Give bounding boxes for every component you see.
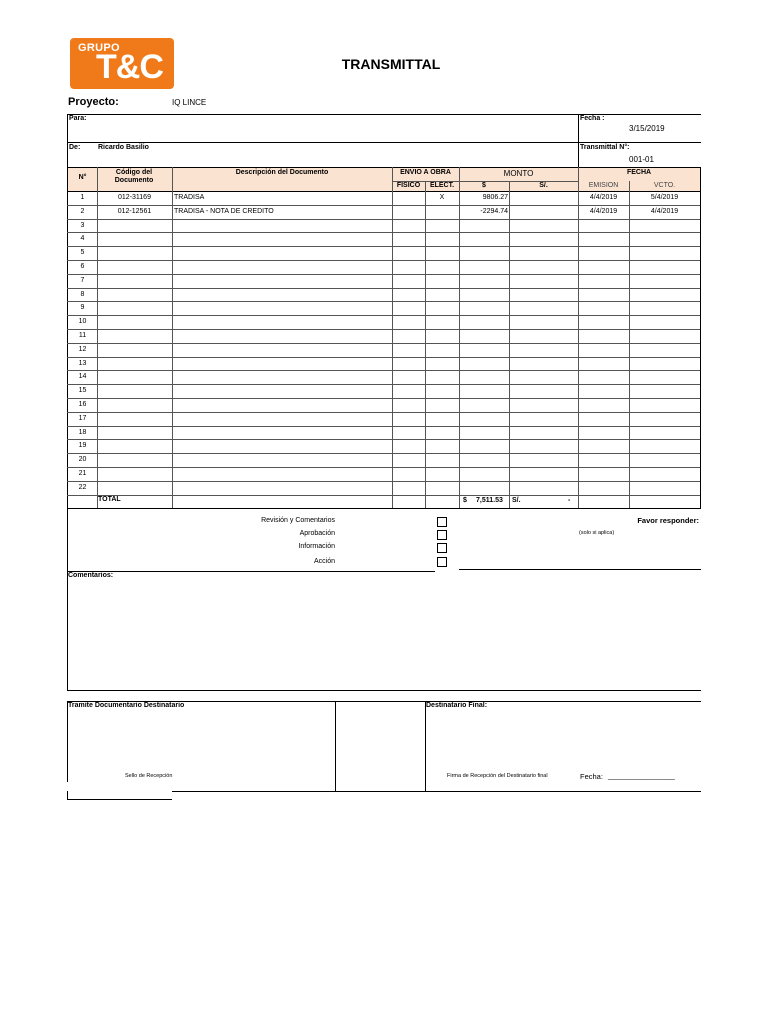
firma-label: Firma de Recepción del Destinatario final — [447, 773, 548, 779]
cell-descripcion: TRADISA - NOTA DE CREDITO — [174, 207, 274, 215]
cell-emision: 4/4/2019 — [589, 194, 618, 201]
cell-descripcion: TRADISA — [174, 194, 205, 201]
table-row-divider — [67, 495, 701, 496]
fecha-value: 3/15/2019 — [629, 124, 665, 133]
fecha-label: Fecha : — [580, 115, 605, 122]
header-top-border — [67, 114, 701, 115]
cell-num: 1 — [80, 194, 85, 201]
comentarios-label: Comentarios: — [68, 572, 114, 579]
table-row-divider — [67, 274, 701, 275]
col-descripcion-header: Descripción del Documento — [235, 169, 329, 176]
cell-num: 18 — [78, 428, 87, 436]
checkbox-aprobacion[interactable] — [437, 530, 447, 540]
col-emision-header: EMISION — [588, 182, 619, 189]
table-bottom-border — [67, 508, 701, 509]
cell-usd: -2294.74 — [480, 207, 508, 215]
cell-num: 2 — [80, 207, 85, 215]
table-subheader-divider — [392, 181, 578, 182]
col-elect-header: ELECT. — [429, 182, 455, 189]
transmittal-label: Transmittal N°: — [580, 144, 630, 151]
table-row-divider — [67, 329, 701, 330]
cell-num: 13 — [78, 359, 87, 367]
table-row-divider — [67, 412, 701, 413]
cell-num: 5 — [80, 249, 85, 257]
checklist-label-informacion: Información — [298, 543, 335, 550]
cell-num: 9 — [80, 304, 85, 312]
cell-num: 12 — [78, 345, 87, 353]
cell-codigo: 012-31169 — [118, 194, 151, 201]
footer-fecha-label: Fecha: — [580, 772, 603, 781]
favor-responder-note: (solo si aplica) — [579, 530, 615, 536]
col-usd-header: $ — [482, 182, 486, 189]
transmittal-value: 001-01 — [629, 155, 654, 164]
table-row-divider — [67, 301, 701, 302]
table-row-divider — [67, 426, 701, 427]
table-column-divider — [629, 181, 630, 508]
favor-bottom-border — [459, 569, 701, 570]
de-value: Ricardo Basilio — [98, 144, 149, 151]
total-usd-value: 7,511.53 — [476, 497, 503, 504]
table-row-divider — [67, 260, 701, 261]
footer-divider-1 — [335, 701, 336, 792]
tramite-label: Tramite Documentario Destinatario — [68, 702, 185, 709]
logo-top-text: GRUPO — [78, 42, 120, 54]
total-label: TOTAL — [98, 496, 121, 503]
cell-num: 8 — [80, 290, 85, 298]
table-row-divider — [67, 370, 701, 371]
footer-bottom-border — [172, 791, 701, 792]
table-row-divider — [67, 288, 701, 289]
cell-num: 10 — [78, 318, 87, 326]
cell-elect: X — [439, 194, 445, 201]
comments-left-border — [67, 509, 68, 691]
footer-stub-border — [67, 799, 172, 800]
comments-bottom-border — [67, 690, 701, 691]
table-row-divider — [67, 343, 701, 344]
table-row-divider — [67, 467, 701, 468]
cell-vcto: 4/4/2019 — [650, 207, 679, 215]
checkbox-informacion[interactable] — [437, 543, 447, 553]
destinatario-label: Destinatario Final: — [426, 702, 488, 709]
cell-num: 16 — [78, 401, 87, 408]
table-right-border — [700, 167, 701, 508]
col-codigo-header: Código del Documento — [114, 169, 154, 184]
header-divider — [578, 114, 579, 167]
proyecto-value: IQ LINCE — [172, 98, 207, 107]
cell-num: 3 — [80, 221, 85, 229]
checklist-bottom-border — [67, 571, 435, 572]
table-row-divider — [67, 315, 701, 316]
table-column-divider — [509, 181, 510, 508]
header-middle-border — [67, 142, 701, 143]
table-row-divider — [67, 453, 701, 454]
cell-num: 19 — [78, 442, 87, 450]
cell-num: 20 — [78, 456, 87, 464]
table-row-divider — [67, 246, 701, 247]
col-soles-header: S/. — [539, 182, 548, 189]
cell-num: 14 — [78, 373, 87, 381]
table-column-divider — [459, 167, 460, 508]
total-soles-symbol: S/. — [512, 497, 521, 504]
table-column-divider — [97, 167, 98, 508]
checkbox-accion[interactable] — [437, 557, 447, 567]
cell-num: 6 — [80, 263, 85, 270]
footer-fecha-blank[interactable]: ________________ — [608, 771, 675, 780]
col-envio-header: ENVIO A OBRA — [400, 169, 451, 176]
table-row-divider — [67, 357, 701, 358]
cell-num: 17 — [78, 414, 87, 422]
page-title: TRANSMITTAL — [341, 56, 441, 72]
table-row-divider — [67, 481, 701, 482]
col-fecha-header: FECHA — [626, 169, 652, 176]
footer-divider-2 — [425, 701, 426, 792]
footer-left-border — [67, 701, 68, 782]
cell-num: 7 — [80, 276, 85, 284]
logo-main-text: T&C — [96, 48, 163, 86]
footer-stub-left — [67, 791, 68, 800]
favor-responder-label: Favor responder: — [637, 516, 699, 525]
checklist-label-accion: Acción — [313, 558, 335, 565]
checkbox-revision[interactable] — [437, 517, 447, 527]
cell-num: 4 — [80, 235, 85, 243]
table-row-divider — [67, 384, 701, 385]
table-header-top-border — [67, 167, 701, 168]
checklist-label-revision: Revisión y Comentarios — [261, 517, 335, 524]
table-column-divider — [172, 167, 173, 508]
para-label: Para: — [69, 115, 87, 122]
table-column-divider — [392, 167, 393, 508]
col-num-header: N° — [78, 174, 87, 181]
cell-usd: 9806.27 — [482, 194, 508, 201]
col-monto-header: MONTO — [503, 169, 534, 178]
cell-num: 21 — [78, 470, 87, 477]
cell-codigo: 012-12561 — [117, 207, 152, 215]
table-column-divider — [578, 167, 579, 508]
cell-vcto: 5/4/2019 — [650, 194, 679, 201]
table-column-divider — [425, 181, 426, 508]
total-usd-symbol: $ — [463, 497, 467, 504]
table-row-divider — [67, 439, 701, 440]
de-label: De: — [69, 144, 81, 151]
col-vcto-header: VCTO. — [653, 182, 676, 189]
table-row-divider — [67, 232, 701, 233]
cell-emision: 4/4/2019 — [589, 207, 618, 215]
total-soles-value: - — [568, 497, 571, 504]
proyecto-label: Proyecto: — [68, 96, 119, 108]
cell-num: 15 — [78, 387, 87, 395]
table-row-divider — [67, 219, 701, 220]
cell-num: 22 — [78, 483, 87, 491]
col-fisico-header: FISICO — [396, 182, 421, 189]
cell-num: 11 — [78, 332, 87, 339]
checklist-label-aprobacion: Aprobación — [299, 530, 335, 537]
table-row-divider — [67, 398, 701, 399]
sello-label: Sello de Recepción — [125, 773, 173, 779]
